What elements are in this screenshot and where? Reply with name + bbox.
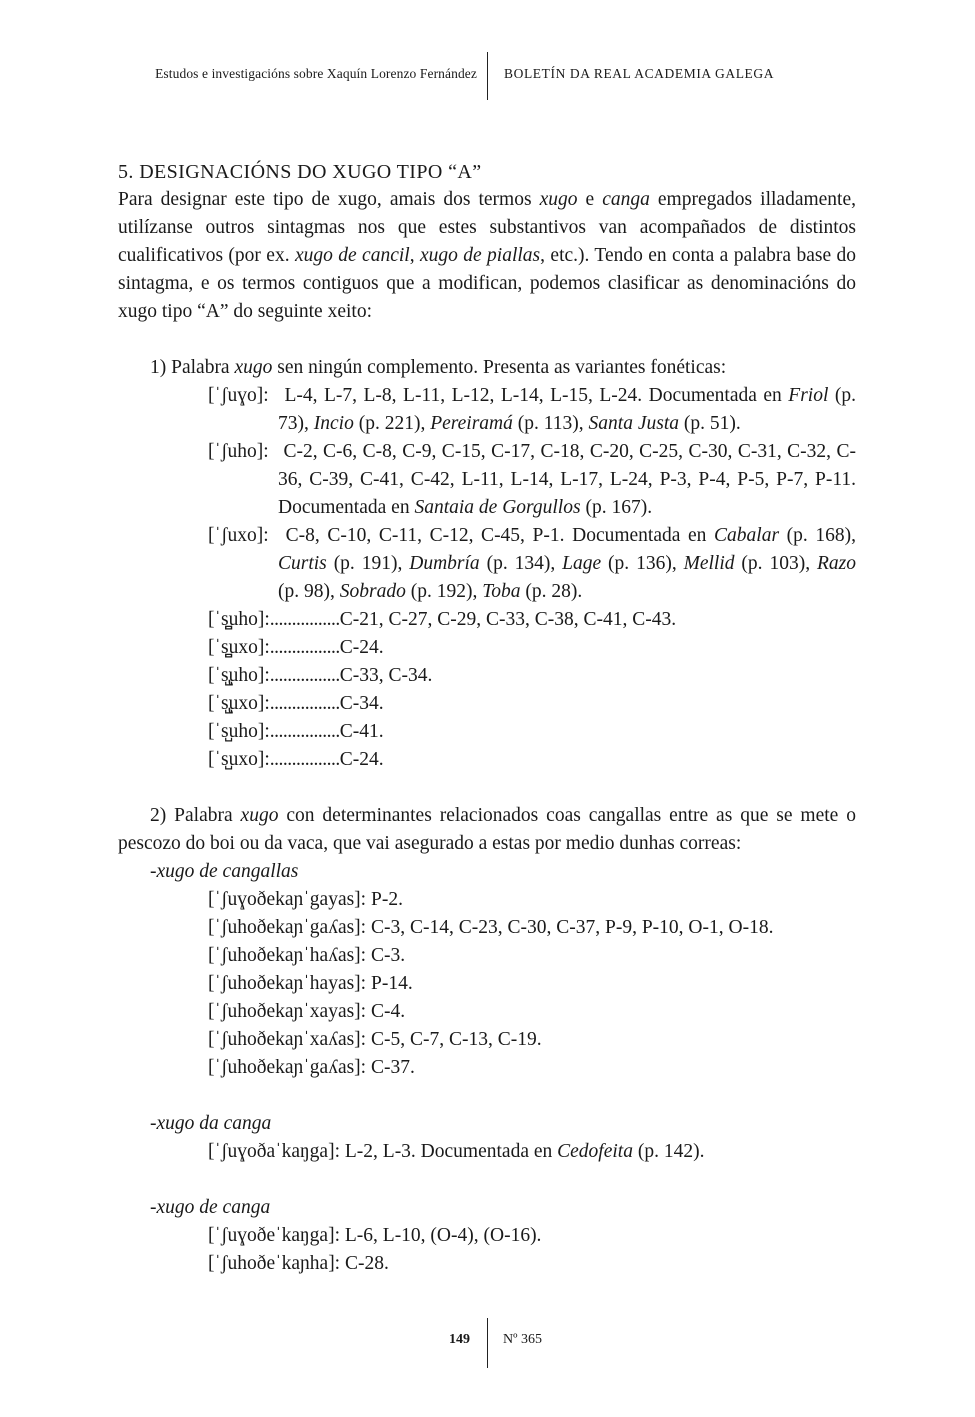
variant-entry: [118, 942, 856, 970]
text-run: C-8, C-10, C-11, C-12, C-45, P-1. Documentada en: [278, 525, 715, 546]
text-run: Para designar este tipo de xugo, amais dos termos: [118, 189, 540, 210]
variant-entry: [118, 438, 856, 522]
locations: C-21, C-27, C-29, C-33, C-38, C-41, C-43.: [339, 609, 677, 630]
text-run: e: [577, 189, 603, 210]
leader-dots: ................: [269, 609, 340, 630]
locations: P-2.: [366, 889, 403, 910]
text-run: (p. 192),: [405, 581, 483, 602]
variant-entry: [118, 718, 856, 746]
place-name: Santaia de Gorgullos: [414, 497, 581, 518]
phonetic-form: [ˈs̢̺uxo]:: [208, 693, 270, 714]
locations: C-5, C-7, C-13, C-19.: [366, 1029, 542, 1050]
phonetic-form: [ˈʃuxo]:: [208, 525, 269, 546]
subgroup-label: -xugo da canga: [150, 1113, 272, 1134]
place-name: Incio: [313, 413, 354, 434]
locations: C-33, C-34.: [339, 665, 433, 686]
variant-entry: [118, 1026, 856, 1054]
text-run: (p. 136),: [601, 553, 684, 574]
group2-subgroups: [118, 858, 856, 1278]
variant-entry: [118, 998, 856, 1026]
phonetic-form: [ˈs̺uho]:: [208, 721, 270, 742]
place-name: Pereiramá: [430, 413, 513, 434]
text-run: (p. 134),: [479, 553, 563, 574]
phonetic-form: [ˈʃuɣoðaˈkaŋga]:: [208, 1141, 340, 1162]
place-name: Toba: [482, 581, 521, 602]
variant-entry: [118, 634, 856, 662]
phonetic-form: [ˈʃuhoðekaɲˈhaʎas]:: [208, 945, 367, 966]
phonetic-form: [ˈʃuɣoðekaɲˈgayas]:: [208, 889, 367, 910]
header-divider: [487, 52, 488, 100]
phonetic-form: [ˈʃuhoðekaɲˈxayas]:: [208, 1001, 367, 1022]
locations: C-41.: [339, 721, 384, 742]
variant-entry: [118, 1222, 856, 1250]
variant-entry: [118, 606, 856, 634]
group2-intro: 2) Palabra xugo con determinantes relacionados coas cangallas entre as que se mete o pescozo do boi ou da vaca, que vai asegurado a estas por medio dunhas correas:: [118, 805, 856, 854]
text-run: (p. 28).: [520, 581, 583, 602]
variant-entry: [118, 690, 856, 718]
variant-entry: [118, 382, 856, 438]
page-number: 149: [449, 1332, 470, 1347]
variant-entry: [118, 746, 856, 774]
leader-dots: ................: [269, 693, 340, 714]
leader-dots: ................: [269, 749, 340, 770]
place-name: Cedofeita: [557, 1141, 633, 1162]
variant-entry: [118, 1138, 856, 1166]
text-run: C-2, C-6, C-8, C-9, C-15, C-17, C-18, C-20, C-25, C-30, C-31, C-32, C-36, C-39, C-41, C-42, L-11, L-14, L-17, L-24, P-3, P-4, P-5, P-7, P-11. Documentada en: [278, 441, 856, 518]
text-run: (p. 103),: [734, 553, 817, 574]
text-run: (p. 98),: [278, 581, 340, 602]
place-name: Cabalar: [714, 525, 780, 546]
group1-entries: [118, 382, 856, 606]
place-name: Dumbría: [409, 553, 480, 574]
phonetic-form: [ˈʃuhoðekaɲˈhayas]:: [208, 973, 367, 994]
text-run: empregados illadamente, utilízanse outros sintagmas nos que estes substantivos van acompañados de distintos cualificativos (por ex.: [118, 189, 856, 266]
leader-dots: ................: [269, 637, 340, 658]
phonetic-form: [ˈs̺̪uxo]:: [208, 637, 270, 658]
header-article-title: Estudos e investigacións sobre Xaquín Lorenzo Fernández: [155, 66, 477, 81]
page-footer: [0, 1318, 975, 1368]
place-name: Sobrado: [339, 581, 406, 602]
phonetic-form: [ˈʃuhoðekaɲˈxaʎas]:: [208, 1029, 367, 1050]
place-name: Santa Justa: [588, 413, 679, 434]
locations: C-24.: [339, 637, 384, 658]
place-name: Mellid: [683, 553, 735, 574]
text-run: (p. 113),: [512, 413, 589, 434]
variant-entry: [118, 970, 856, 998]
phonetic-form: [ˈs̺̪uho]:: [208, 609, 270, 630]
place-name: xugo: [539, 189, 578, 210]
locations: C-37.: [366, 1057, 415, 1078]
phonetic-form: [ˈʃuɣoðeˈkaŋga]:: [208, 1225, 340, 1246]
text-run: (p. 73),: [278, 385, 856, 434]
text-run: (p. 191),: [326, 553, 410, 574]
phonetic-form: [ˈs̺uxo]:: [208, 749, 270, 770]
variant-entry: [118, 662, 856, 690]
locations: C-4.: [366, 1001, 406, 1022]
locations: C-24.: [339, 749, 384, 770]
place-name: Friol: [788, 385, 829, 406]
text-run: (p. 51).: [679, 413, 741, 434]
locations: C-28.: [340, 1253, 389, 1274]
phonetic-form: [ˈʃuhoðekaɲˈgaʎas]:: [208, 917, 367, 938]
locations: C-3, C-14, C-23, C-30, C-37, P-9, P-10, O-1, O-18.: [366, 917, 774, 938]
intro-paragraph: [118, 186, 856, 326]
group1-intro: 1) Palabra xugo sen ningún complemento. Presenta as variantes fonéticas:: [150, 357, 727, 378]
locations: L-2, L-3. Documentada en: [340, 1141, 558, 1162]
variant-entry: [118, 914, 856, 942]
phonetic-form: [ˈs̢̺uho]:: [208, 665, 270, 686]
leader-dots: ................: [269, 721, 340, 742]
subgroup-label: -xugo de canga: [150, 1197, 271, 1218]
footer-divider: [487, 1318, 488, 1368]
locations: C-3.: [366, 945, 406, 966]
place-name: Razo: [816, 553, 856, 574]
place-name: canga: [602, 189, 650, 210]
locations: L-6, L-10, (O-4), (O-16).: [340, 1225, 542, 1246]
place-name: Lage: [562, 553, 602, 574]
place-name: xugo de cancil: [294, 245, 410, 266]
text-run: ,: [409, 245, 420, 266]
text-run: , etc.). Tendo en conta a palabra base do sintagma, e os termos contiguos que a modifican, podemos clasificar as denominacións do xugo tipo “A” do seguinte xeito:: [118, 245, 857, 322]
subgroup-label: -xugo de cangallas: [150, 861, 299, 882]
variant-entry: [118, 886, 856, 914]
body-text: [118, 158, 856, 1278]
place-name: Curtis: [278, 553, 327, 574]
place-name: xugo de piallas: [419, 245, 541, 266]
phonetic-form: [ˈʃuhoðeˈkaɲha]:: [208, 1253, 341, 1274]
leader-dots: ................: [269, 665, 340, 686]
locations: C-34.: [339, 693, 384, 714]
group1-dotted-entries: [118, 606, 856, 774]
text-run: (p. 167).: [580, 497, 653, 518]
running-header: [0, 52, 975, 100]
variant-entry: [118, 1250, 856, 1278]
section-heading: 5. DESIGNACIÓNS DO XUGO TIPO “A”: [118, 161, 482, 183]
header-journal-title: BOLETÍN DA REAL ACADEMIA GALEGA: [504, 66, 775, 81]
phonetic-form: [ˈʃuɣo]:: [208, 385, 269, 406]
issue-number: Nº 365: [503, 1332, 542, 1347]
text-run: (p. 142).: [632, 1141, 705, 1162]
variant-entry: [118, 522, 856, 606]
variant-entry: [118, 1054, 856, 1082]
phonetic-form: [ˈʃuho]:: [208, 441, 269, 462]
text-run: (p. 168),: [779, 525, 856, 546]
text-run: (p. 221),: [353, 413, 431, 434]
phonetic-form: [ˈʃuhoðekaɲˈgaʎas]:: [208, 1057, 367, 1078]
locations: P-14.: [366, 973, 413, 994]
text-run: L-4, L-7, L-8, L-11, L-12, L-14, L-15, L-24. Documentada en: [278, 385, 789, 406]
